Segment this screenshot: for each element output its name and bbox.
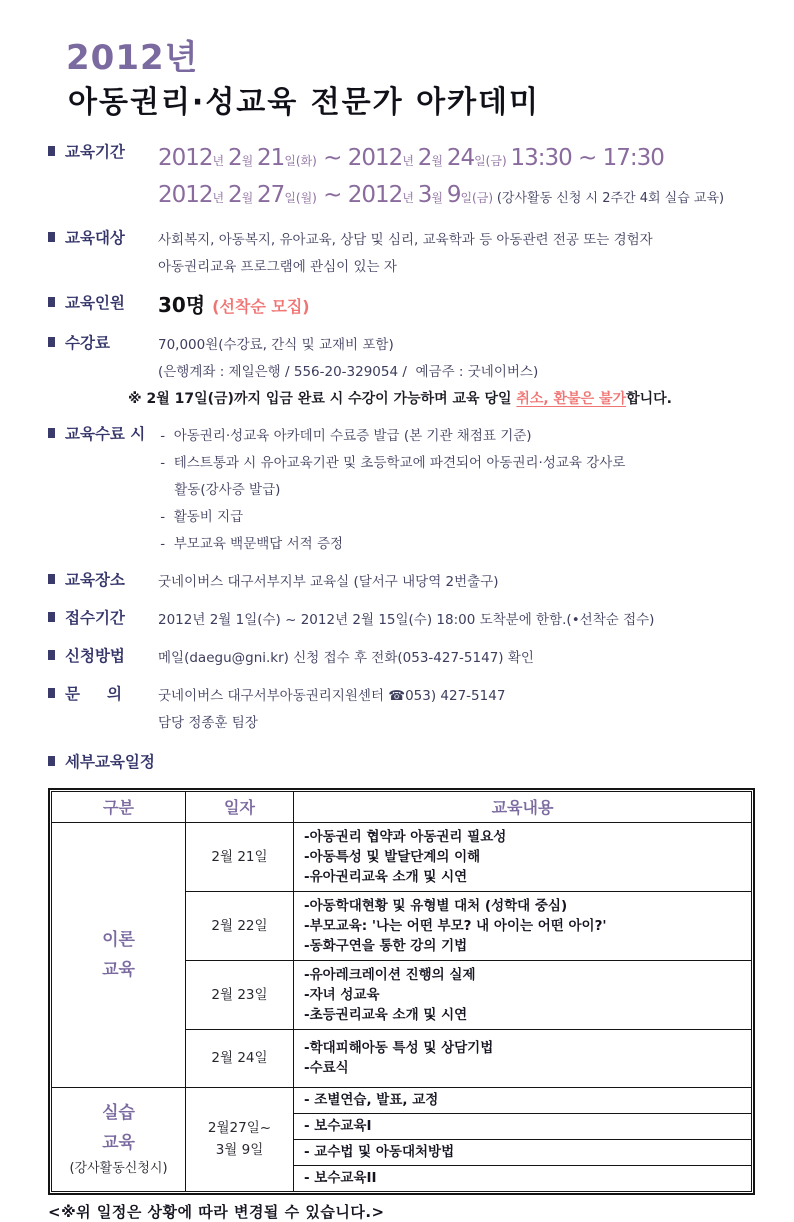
info-item-period — [48, 141, 754, 216]
category-text: 이론 — [102, 929, 135, 950]
column-header-date: 일자 — [186, 791, 294, 822]
contact-line-2: 담당 정종훈 팀장 — [158, 715, 258, 732]
fee-line-1: 70,000원(수강료, 간식 및 교재비 포함) — [158, 337, 394, 354]
completion-item: 활동(강사증 발급) — [174, 482, 281, 499]
content-line: -자녀 성교육 — [304, 986, 380, 1003]
target-line-2: 아동권리교육 프로그램에 관심이 있는 자 — [158, 259, 397, 276]
square-bullet-icon — [48, 146, 55, 156]
period-line-2: 2012년 2월 27일(월) ~ 2012년 3월 9일(금) (강사활동 신청 시 2주간 4회 실습 교육) — [158, 182, 725, 209]
schedule-section — [48, 751, 754, 1221]
content-cell — [294, 1165, 752, 1191]
info-label: 교육인원 — [65, 294, 125, 313]
place-line: 굿네이버스 대구서부지부 교육실 (달서구 내당역 2번출구) — [158, 574, 499, 591]
info-item-place — [48, 569, 754, 596]
info-label: 교육대상 — [65, 229, 125, 248]
info-item-headcount — [48, 292, 754, 321]
info-label: 수강료 — [65, 334, 110, 353]
content-line: -아동특성 및 발달단계의 이해 — [304, 848, 481, 865]
content-line: -수료식 — [304, 1060, 349, 1077]
target-line-1: 사회복지, 아동복지, 유아교육, 상담 및 심리, 교육학과 등 아동관련 전공 또는 경험자 — [158, 232, 653, 249]
info-item-target — [48, 227, 754, 281]
schedule-heading: 세부교육일정 — [65, 753, 155, 772]
square-bullet-icon — [48, 297, 55, 307]
content-line: -유아권리교육 소개 및 시연 — [304, 868, 468, 885]
square-bullet-icon — [48, 574, 55, 584]
square-bullet-icon — [48, 232, 55, 242]
column-header-content: 교육내용 — [294, 791, 752, 822]
date-line: 2월27일~ — [207, 1120, 272, 1137]
info-item-apply-period — [48, 607, 754, 634]
info-item-contact — [48, 683, 754, 737]
column-header-category: 구분 — [52, 791, 186, 822]
main-title: 아동권리·성교육 전문가 아카데미 — [68, 85, 541, 121]
info-label: 교육수료 시 — [65, 425, 146, 444]
content-line: -아동권리 협약과 아동권리 필요성 — [304, 828, 507, 845]
info-label: 문 의 — [65, 685, 122, 704]
completion-item: - 테스트통과 시 유아교육기관 및 초등학교에 파견되어 아동권리·성교육 강사로 — [160, 455, 626, 472]
square-bullet-icon — [48, 756, 55, 766]
schedule-change-footnote: <※위 일정은 상황에 따라 변경될 수 있습니다.> — [48, 1202, 385, 1221]
square-bullet-icon — [48, 650, 55, 660]
square-bullet-icon — [48, 612, 55, 622]
info-label: 교육장소 — [65, 571, 125, 590]
content-cell — [294, 1139, 752, 1165]
period-line-1: 2012년 2월 21일(화) ~ 2012년 2월 24일(금) 13:30 ~ 17:30 — [158, 145, 664, 172]
category-subtext: (강사활동신청시) — [69, 1161, 168, 1177]
category-text: 실습 — [102, 1103, 135, 1124]
headcount-line: 30명 (선착순 모집) — [158, 293, 310, 318]
info-item-schedule-heading — [48, 751, 754, 773]
content-cell — [294, 1029, 752, 1087]
category-cell-practice — [52, 1087, 186, 1191]
content-line: - 보수교육I — [304, 1118, 372, 1135]
table-row — [52, 1087, 752, 1113]
content-line: -학대피해아동 특성 및 상담기법 — [304, 1040, 494, 1057]
content-line: -아동학대현황 및 유형별 대처 (성학대 중심) — [304, 897, 568, 914]
table-row — [52, 822, 752, 891]
apply-method-line: 메일(daegu@gni.kr) 신청 접수 후 전화(053-427-5147) 확인 — [158, 650, 534, 667]
info-item-fee — [48, 332, 754, 412]
content-line: - 조별연습, 발표, 교정 — [304, 1092, 439, 1109]
content-line: -동화구연을 통한 강의 기법 — [304, 937, 468, 954]
content-cell — [294, 1113, 752, 1139]
content-cell — [294, 1087, 752, 1113]
content-line: - 보수교육II — [304, 1170, 377, 1187]
fee-line-2: (은행계좌 : 제일은행 / 556-20-329054 / 예금주 : 굿네이버스) — [158, 364, 539, 381]
info-label: 교육기간 — [65, 143, 125, 162]
date-cell-practice — [186, 1087, 294, 1191]
completion-item: - 부모교육 백문백답 서적 증정 — [160, 536, 344, 553]
category-cell-theory — [52, 822, 186, 1087]
date-cell: 2월 24일 — [186, 1029, 294, 1087]
info-item-apply-method — [48, 645, 754, 672]
apply-period-line: 2012년 2월 1일(수) ~ 2012년 2월 15일(수) 18:00 도착분에 한함.(•선착순 접수) — [158, 612, 655, 629]
date-cell: 2월 23일 — [186, 960, 294, 1029]
square-bullet-icon — [48, 337, 55, 347]
date-cell: 2월 22일 — [186, 891, 294, 960]
schedule-table-border — [48, 788, 755, 1195]
content-line: -부모교육: '나는 어떤 부모? 내 아이는 어떤 아이?' — [304, 917, 607, 934]
info-item-completion — [48, 423, 754, 558]
completion-item: - 아동권리·성교육 아카데미 수료증 발급 (본 기관 채점표 기준) — [160, 428, 532, 445]
content-cell — [294, 822, 752, 891]
category-text: 교육 — [102, 959, 135, 980]
info-label: 접수기간 — [65, 609, 125, 628]
square-bullet-icon — [48, 688, 55, 698]
info-label: 신청방법 — [65, 647, 125, 666]
content-cell — [294, 960, 752, 1029]
completion-item: - 활동비 지급 — [160, 509, 244, 526]
year-title: 2012년 — [66, 38, 199, 78]
category-text: 교육 — [102, 1133, 135, 1154]
fee-refund-note: ※ 2월 17일(금)까지 입금 완료 시 수강이 가능하며 교육 당일 취소, 환불은 불가합니다. — [128, 391, 672, 408]
table-header-row — [52, 791, 752, 822]
content-cell — [294, 891, 752, 960]
content-line: -초등권리교육 소개 및 시연 — [304, 1006, 468, 1023]
content-line: -유아레크레이션 진행의 실제 — [304, 966, 476, 983]
date-line: 3월 9일 — [215, 1142, 264, 1159]
content-line: - 교수법 및 아동대처방법 — [304, 1144, 455, 1161]
schedule-table — [51, 791, 752, 1192]
contact-line-1: 굿네이버스 대구서부아동권리지원센터 ☎053) 427-5147 — [158, 688, 506, 705]
date-cell: 2월 21일 — [186, 822, 294, 891]
square-bullet-icon — [48, 428, 55, 438]
